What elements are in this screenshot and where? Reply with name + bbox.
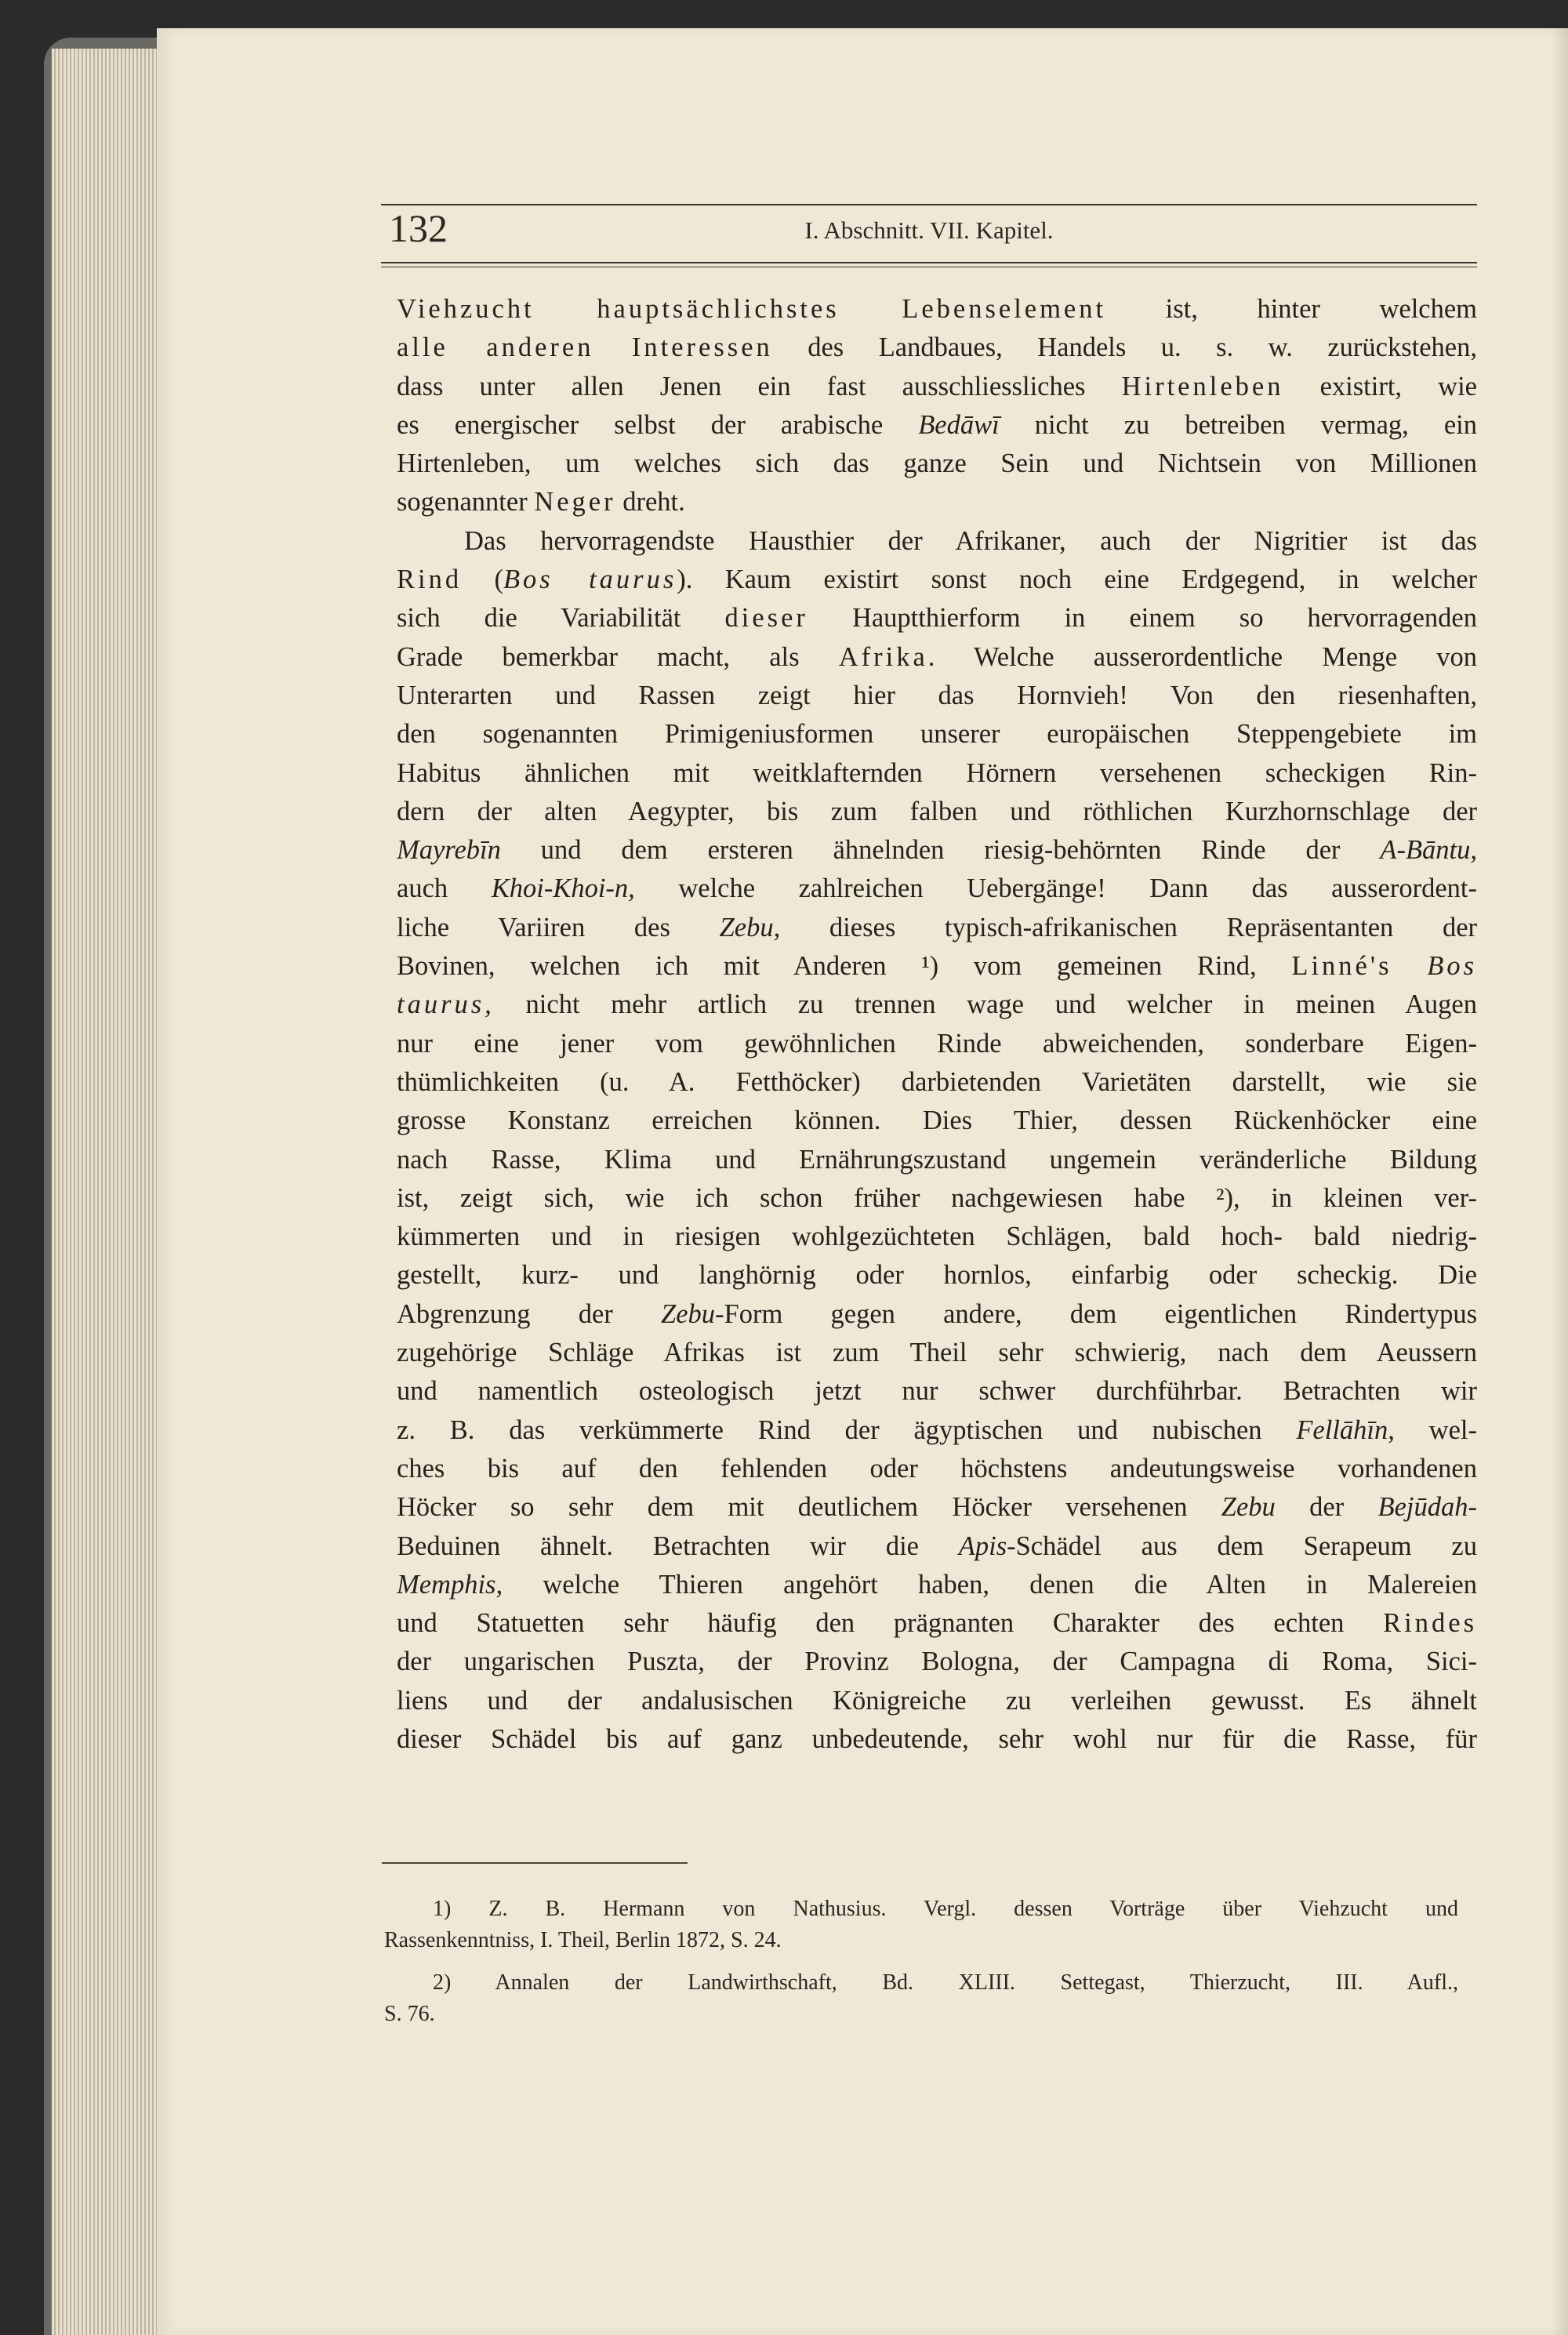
spaced-emphasis: alle anderen Interessen <box>397 332 773 363</box>
spaced-emphasis: Neger <box>534 487 616 517</box>
footnote-line: 1) Z. B. Hermann von Nathusius. Vergl. dessen Vorträge über Viehzucht und <box>433 1897 1458 1921</box>
italic-term: Bos <box>1427 951 1477 982</box>
text-run: sich die Variabilität <box>397 603 725 634</box>
header-rule-bottom <box>381 262 1477 263</box>
spaced-emphasis: dieser <box>724 603 808 634</box>
text-line <box>397 754 1477 793</box>
text-run: der <box>1275 1492 1378 1523</box>
text-run: auch <box>397 873 492 904</box>
text-line <box>397 483 1477 521</box>
text-line <box>397 831 1477 870</box>
text-run: liche Variiren des <box>397 912 720 942</box>
text-run: Bovinen, welchen ich mit Anderen ¹) vom gemeinen Rind, <box>397 951 1292 982</box>
text-run: Hirtenleben, um welches sich das ganze Sein und Nichtsein von Millionen <box>397 448 1477 479</box>
text-line <box>397 599 1477 637</box>
text-run: Abgrenzung der <box>397 1298 662 1329</box>
text-line <box>397 1102 1477 1140</box>
text-run: thümlichkeiten (u. A. Fetthöcker) darbietenden Varietäten darstellt, wie sie <box>397 1066 1477 1097</box>
text-line <box>397 1450 1477 1488</box>
text-run: Unterarten und Rassen zeigt hier das Hornvieh! Von den riesenhaften, <box>397 680 1477 710</box>
text-run: -Schädel aus dem Serapeum zu <box>1007 1531 1477 1561</box>
text-run: der ungarischen Puszta, der Provinz Bologna, der Campagna di Roma, Sici- <box>397 1647 1477 1677</box>
footnote-2 <box>384 1967 1458 2030</box>
italic-term: Bos taurus <box>503 565 677 595</box>
text-line <box>397 870 1477 908</box>
text-line <box>397 1488 1477 1527</box>
text-run: wel- <box>1394 1414 1477 1445</box>
italic-term: Mayrebīn <box>397 835 501 866</box>
text-line <box>397 1218 1477 1256</box>
text-run: Hauptthierform in einem so hervorragenden <box>808 603 1477 634</box>
italic-term: Bejūdah- <box>1377 1492 1477 1523</box>
text-run: liens und der andalusischen Königreiche zu verleihen gewusst. Es ähnelt <box>397 1685 1477 1716</box>
footnote-line: S. 76. <box>384 2002 435 2026</box>
text-line <box>397 1643 1477 1681</box>
spaced-emphasis: Afrika <box>838 641 928 672</box>
text-run: ist, hinter welchem <box>1106 294 1477 324</box>
text-line <box>397 1604 1477 1643</box>
italic-term: A-Bāntu, <box>1380 835 1477 866</box>
text-run: z. B. das verkümmerte Rind der ägyptischen und nubischen <box>397 1414 1297 1445</box>
italic-term: Khoi-Khoi-n, <box>491 873 635 904</box>
text-run: dass unter allen Jenen ein fast ausschliessliches <box>397 371 1122 401</box>
text-run: ches bis auf den fehlenden oder höchstens andeutungsweise vorhandenen <box>397 1453 1477 1483</box>
spaced-emphasis: Rind <box>397 565 463 595</box>
text-run <box>1392 951 1428 981</box>
text-line <box>397 1334 1477 1372</box>
text-run: Höcker so sehr dem mit deutlichem Höcker versehenen <box>397 1492 1221 1523</box>
text-line <box>397 1566 1477 1604</box>
spaced-emphasis: Viehzucht hauptsächlichstes Lebenselement <box>397 294 1107 324</box>
text-run: nur eine jener vom gewöhnlichen Rinde abweichenden, sonderbare Eigen- <box>397 1028 1477 1059</box>
text-line <box>397 368 1477 406</box>
text-line <box>397 947 1477 986</box>
text-run: . Welche ausserordentliche Menge von <box>927 641 1477 672</box>
text-line <box>397 522 1477 561</box>
text-line <box>397 1372 1477 1411</box>
text-run: ( <box>462 565 503 595</box>
text-run: sogenannter <box>397 487 535 517</box>
spaced-emphasis: Hirtenleben <box>1121 371 1284 401</box>
text-line <box>397 1720 1477 1759</box>
text-run: und dem ersteren ähnelnden riesig-behörnten Rinde der <box>500 835 1381 866</box>
text-line <box>397 1141 1477 1179</box>
page-number: 132 <box>389 206 448 250</box>
text-run: welche zahlreichen Uebergänge! Dann das ausserordent- <box>634 873 1477 904</box>
text-line <box>397 561 1477 599</box>
text-run: dreht. <box>615 487 685 517</box>
footnotes <box>384 1894 1458 2041</box>
text-line <box>397 1256 1477 1295</box>
spaced-emphasis: Linné's <box>1291 951 1392 982</box>
text-run: zugehörige Schläge Afrikas ist zum Theil sehr schwierig, nach dem Aeussern <box>397 1338 1477 1368</box>
text-line <box>397 1025 1477 1063</box>
text-line <box>397 677 1477 715</box>
text-run: dieser Schädel bis auf ganz unbedeutende, sehr wohl nur für die Rasse, für <box>397 1723 1477 1754</box>
text-line <box>397 1179 1477 1218</box>
text-line <box>397 445 1477 483</box>
text-run: es energischer selbst der arabische <box>397 409 919 440</box>
text-run: den sogenannten Primigeniusformen unserer europäischen Steppengebiete im <box>397 719 1477 750</box>
text-run: nicht mehr artlich zu trennen wage und welcher in meinen Augen <box>494 990 1477 1020</box>
text-run: welche Thieren angehört haben, denen die Alten in Malereien <box>503 1569 1477 1600</box>
running-head: I. Abschnitt. VII. Kapitel. <box>804 216 1054 244</box>
italic-term: Bedāwī <box>918 409 1000 440</box>
text-line <box>397 1527 1477 1566</box>
text-run: ist, zeigt sich, wie ich schon früher nachgewiesen habe ²), in kleinen ver- <box>397 1182 1477 1213</box>
italic-term: Zebu <box>1221 1492 1276 1523</box>
text-line <box>397 329 1477 367</box>
italic-term: Apis <box>958 1531 1007 1561</box>
text-run: Grade bemerkbar macht, als <box>397 641 839 672</box>
text-line <box>397 1063 1477 1102</box>
text-run: nicht zu betreiben vermag, ein <box>999 409 1477 440</box>
footnote-1 <box>384 1894 1458 1956</box>
italic-term: Zebu <box>661 1298 716 1329</box>
text-line <box>397 290 1477 329</box>
text-run: Habitus ähnlichen mit weitklafternden Hörnern versehenen scheckigen Rin- <box>397 757 1477 788</box>
text-run: dern der alten Aegypter, bis zum falben und röthlichen Kurzhornschlage der <box>397 796 1477 826</box>
text-line <box>397 715 1477 754</box>
text-run: ). Kaum existirt sonst noch eine Erdgegend, in welcher <box>677 565 1477 595</box>
text-run: gestellt, kurz- und langhörnig oder hornlos, einfarbig oder scheckig. Die <box>397 1260 1477 1291</box>
text-line <box>397 406 1477 445</box>
italic-term: taurus, <box>397 990 495 1020</box>
text-line <box>397 638 1477 677</box>
text-line <box>397 1682 1477 1720</box>
text-run: -Form gegen andere, dem eigentlichen Rindertypus <box>715 1298 1477 1329</box>
text-line <box>397 986 1477 1024</box>
italic-term: Fellāhīn, <box>1296 1414 1395 1445</box>
text-run: dieses typisch-afrikanischen Repräsentanten der <box>780 912 1477 942</box>
text-line <box>397 909 1477 947</box>
header-rule-top <box>381 204 1477 205</box>
text-run: grosse Konstanz erreichen können. Dies Thier, dessen Rückenhöcker eine <box>397 1106 1477 1136</box>
text-run: Das hervorragendste Hausthier der Afrikaner, auch der Nigritier ist das <box>464 525 1477 556</box>
page-gutter-shadow <box>1551 28 1568 2335</box>
text-run: Beduinen ähnelt. Betrachten wir die <box>397 1531 959 1561</box>
text-run: kümmerten und in riesigen wohlgezüchteten Schlägen, bald hoch- bald niedrig- <box>397 1222 1477 1252</box>
footnote-rule <box>382 1862 688 1864</box>
text-run: und Statuetten sehr häufig den prägnanten Charakter des echten <box>397 1608 1384 1639</box>
italic-term: Memphis, <box>397 1569 503 1600</box>
text-run: existirt, wie <box>1283 371 1477 401</box>
spaced-emphasis: Rindes <box>1383 1608 1477 1639</box>
footnote-line: Rassenkenntniss, I. Theil, Berlin 1872, S. 24. <box>384 1928 782 1952</box>
text-run: nach Rasse, Klima und Ernährungszustand ungemein veränderliche Bildung <box>397 1144 1477 1175</box>
text-run: und namentlich osteologisch jetzt nur schwer durchführbar. Betrachten wir <box>397 1376 1477 1407</box>
text-line <box>397 1295 1477 1334</box>
text-line <box>397 793 1477 831</box>
text-run: des Landbaues, Handels u. s. w. zurückstehen, <box>772 332 1477 363</box>
italic-term: Zebu, <box>719 912 781 942</box>
body-text <box>397 290 1477 1759</box>
footnote-line: 2) Annalen der Landwirthschaft, Bd. XLIII. Settegast, Thierzucht, III. Aufl., <box>433 1970 1458 1995</box>
text-line <box>397 1411 1477 1450</box>
